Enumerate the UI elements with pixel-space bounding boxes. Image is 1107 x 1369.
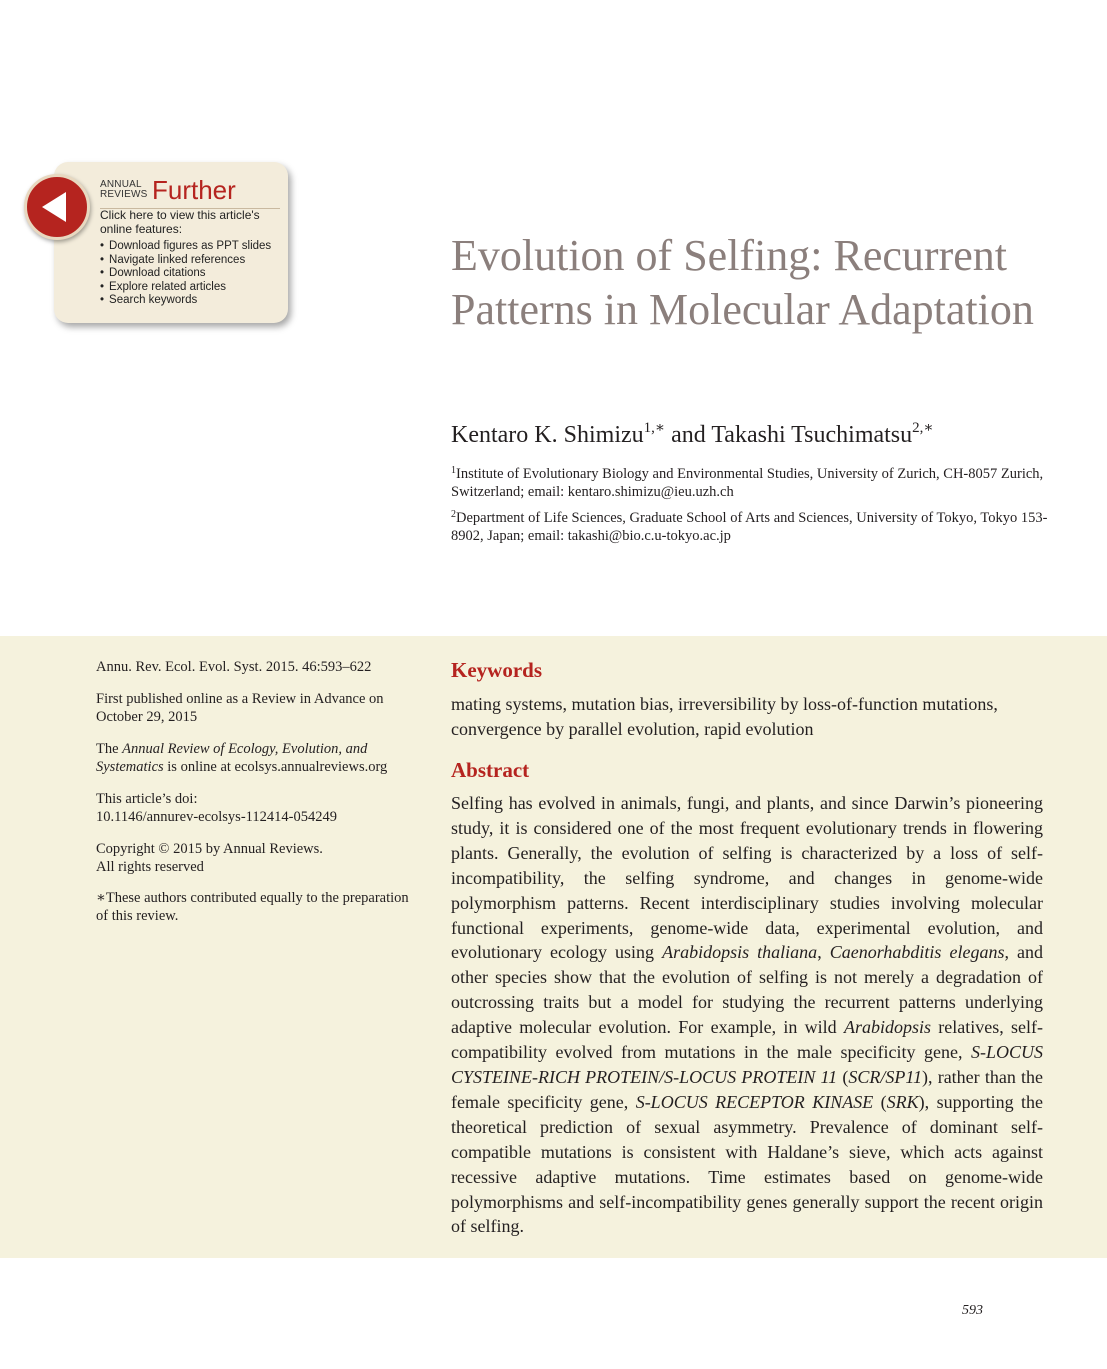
affiliation-1 [451,465,1051,501]
abstract-text [451,791,1043,1239]
feature-citations[interactable]: • Download citations [100,267,271,281]
doi-link[interactable]: 10.1146/annurev-ecolsys-112414-054249 [96,809,337,825]
citation: Annu. Rev. Ecol. Evol. Syst. 2015. 46:593–622 [96,659,372,675]
brand-reviews: REVIEWS [100,189,148,200]
affiliation-2-text: Department of Life Sciences, Graduate School of Arts and Sciences, University of Tokyo, Tokyo 153-8902, Japan; email: takashi@bio.c.u-tokyo.ac.jp [451,510,1048,544]
abstract-part: ( [873,1091,887,1112]
journal-prefix: The [96,741,123,757]
features-list [100,240,271,308]
abstract-part: ( [837,1066,849,1087]
first-published: First published online as a Review in Advance on October 29, 2015 [96,691,384,725]
footnote: ∗These authors contributed equally to the preparation of this review. [96,890,409,924]
abstract-part: , [817,942,830,963]
journal-name: Annual Review of Ecology, Evolution, and Systematics [96,741,368,775]
equal-contribution-note [96,889,416,925]
click-here-link[interactable]: Click here [100,208,154,222]
abstract-part: Selfing has evolved in animals, fungi, and plants, and since Darwin’s pioneering study, it is considered one of the most frequent evolutionary trends in flowering plants. Generally, the evolution of selfing is characterized by a loss of self-incompatibility, the selfing syndrome, and changes in genome-wide polymorphism patterns. Recent interdisciplinary studies involving molecular functional experiments, genome-wide data, experimental evolution, and evolutionary ecology using [451,793,1043,963]
species-caenorhabditis-elegans: Caenorhabditis elegans [829,942,1005,963]
abstract-part: , and other species show that the evolution of selfing is not merely a degradation of outcrossing traits but a model for studying the recurrent patterns underlying adaptive molecular evolution. For example, in wild [451,942,1044,1038]
genus-arabidopsis: Arabidopsis [843,1017,931,1038]
abstract-part: ), supporting the theoretical prediction of sexual asymmetry. Prevalence of dominant self-compatible mutations is consistent with Haldane’s sieve, which acts against recessive adaptive mutations. Time estimates based on genome-wide polymorphisms and self-incompatibility genes generally support the recent origin of selfing. [451,1091,1043,1237]
annual-reviews-wordmark [100,180,160,200]
left-triangle-icon [36,187,76,227]
doi-info [96,790,416,826]
author-2: Takashi Tsuchimatsu [711,422,913,448]
doi-label: This article’s doi: [96,791,198,807]
article-title: Evolution of Selfing: Recurrent Patterns in Molecular Adaptation [451,231,1034,334]
author-1-marks: 1,∗ [643,420,666,436]
author-and: and [665,422,712,448]
gene-scr-sp11: S-LOCUS CYSTEINE-RICH PROTEIN/S-LOCUS PROTEIN 11 [451,1042,1043,1087]
feature-linked-references[interactable]: • Navigate linked references [100,254,271,268]
abstract-part: ), rather than the female specificity gene, [451,1066,1043,1112]
gene-srk-abbr: SRK [886,1091,919,1112]
further-arrow-button[interactable] [24,174,90,240]
feature-related-articles[interactable]: • Explore related articles [100,281,271,295]
brand-annual: ANNUAL [100,179,142,190]
gene-srk: S-LOCUS RECEPTOR KINASE [635,1091,874,1112]
author-2-marks: 2,∗ [912,420,934,436]
copyright-line-2: All rights reserved [96,859,204,875]
brand-further: Further [152,175,236,205]
gene-scr-sp11-abbr: SCR/SP11 [848,1066,923,1087]
citation-info [96,658,416,676]
journal-info [96,740,416,776]
click-here-rest: to view this article's online features: [100,208,260,236]
abstract-part: relatives, self-compatibility evolved from mutations in the male specificity gene, [451,1017,1044,1063]
page-number: 593 [962,1303,983,1318]
further-description [100,208,280,236]
feature-search-keywords[interactable]: • Search keywords [100,294,271,308]
copyright-line-1: Copyright © 2015 by Annual Reviews. [96,841,323,857]
copyright-info [96,840,416,876]
affiliation-2-num: 2 [451,509,456,520]
affiliation-1-text: Institute of Evolutionary Biology and Environmental Studies, University of Zurich, CH-8057 Zurich, Switzerland; email: kentaro.shimizu@ieu.uzh.ch [451,466,1044,500]
author-line [451,418,934,452]
journal-line [96,740,416,776]
author-1: Kentaro K. Shimizu [451,422,644,448]
keywords-text: mating systems, mutation bias, irreversibility by loss-of-function mutations, convergence by parallel evolution, rapid evolution [451,694,998,739]
affiliation-2 [451,509,1051,545]
species-arabidopsis-thaliana: Arabidopsis thaliana [662,942,818,963]
feature-ppt-slides[interactable]: • Download figures as PPT slides [100,240,271,254]
keywords-heading: Keywords [451,658,542,682]
journal-suffix: is online at ecolsys.annualreviews.org [163,759,388,775]
abstract-heading: Abstract [451,758,530,782]
further-features-box[interactable] [54,162,288,323]
first-published-info [96,690,416,726]
affiliation-1-num: 1 [451,465,456,476]
